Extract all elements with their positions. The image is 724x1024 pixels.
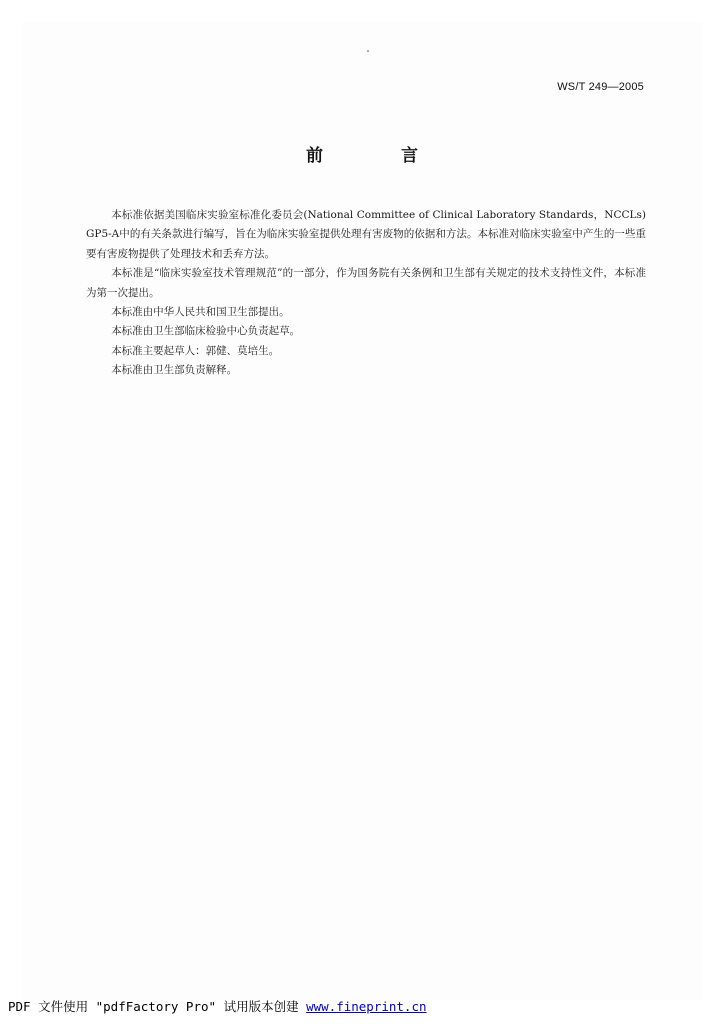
- fineprint-link[interactable]: www.fineprint.cn: [306, 999, 427, 1014]
- paragraph-scope: 本标准是“临床实验室技术管理规范”的一部分，作为国务院有关条例和卫生部有关规定的技术支持性文件，本标准为第一次提出。: [86, 267, 646, 299]
- pdf-footer: [8, 997, 427, 1015]
- paragraph-drafter: 本标准由卫生部临床检验中心负责起草。: [111, 325, 301, 338]
- paragraph-basis: 本标准依据美国临床实验室标准化委员会(National Committee of Clinical Laboratory Standards，NCCLs)GP5-A中的有关条款进行编写，旨在为临床实验室提供处理有害废物的依据和方法。本标准对临床实验室中产生的一些重要有害废物提供了处理技术和丢弃方法。: [86, 209, 646, 260]
- document-page: [22, 22, 702, 1000]
- paragraph-authors: 本标准主要起草人：郭健、莫培生。: [111, 344, 280, 357]
- standard-code: WS/T 249—2005: [557, 81, 644, 93]
- paragraph-interpretation: 本标准由卫生部负责解释。: [111, 364, 238, 377]
- page-title: 前 言: [306, 146, 454, 166]
- footer-notice: PDF 文件使用 "pdfFactory Pro" 试用版本创建: [8, 999, 307, 1014]
- scan-speck: [367, 50, 369, 52]
- foreword-body: [86, 206, 646, 381]
- paragraph-proposer: 本标准由中华人民共和国卫生部提出。: [111, 306, 290, 319]
